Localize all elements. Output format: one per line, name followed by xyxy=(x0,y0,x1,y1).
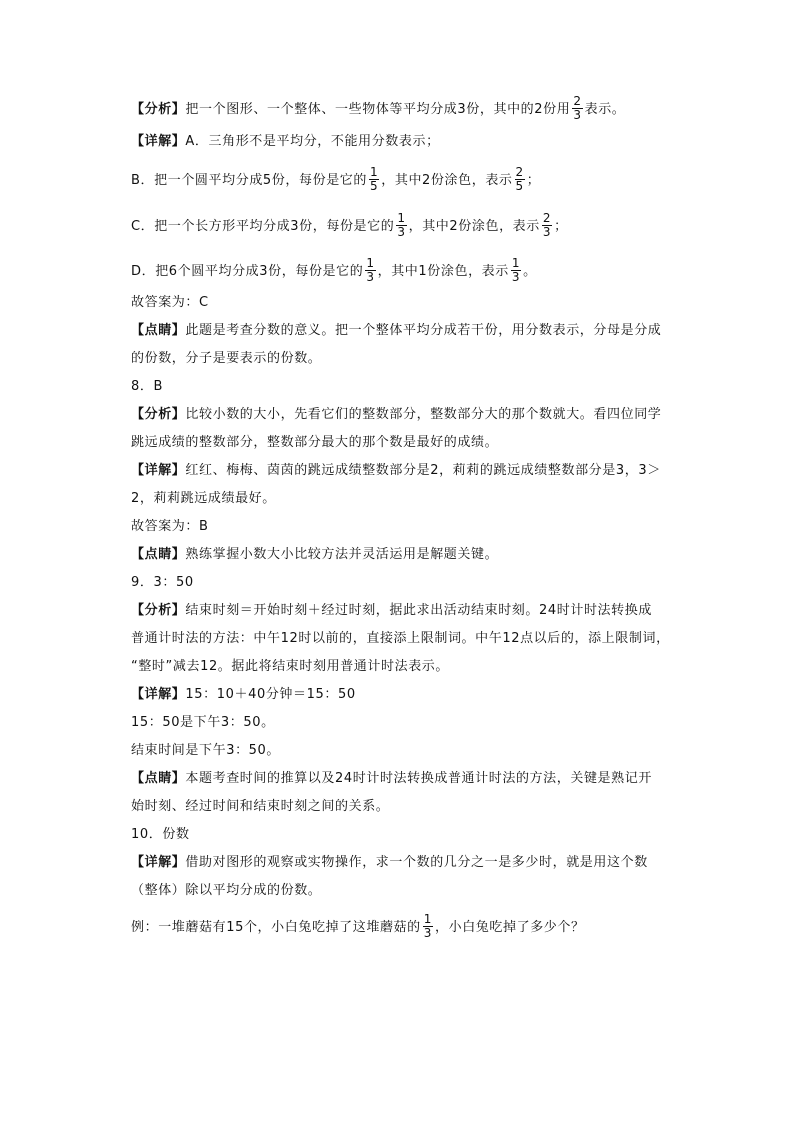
section-tag: 【点睛】 xyxy=(131,771,186,786)
line-text: 本题考查时间的推算以及24时计时法转换成普通计时法的方法，关键是熟记开 xyxy=(185,771,652,786)
text-line xyxy=(131,96,684,123)
fraction xyxy=(396,212,406,239)
line-text: 把一个图形、一个整体、一些物体等平均分成3份，其中的2份用 xyxy=(185,102,571,117)
text-line xyxy=(131,914,684,941)
text-line xyxy=(131,490,684,508)
line-text: 红红、梅梅、茵茵的跳远成绩整数部分是2，莉莉的跳远成绩整数部分是3，3＞ xyxy=(185,463,661,478)
text-line xyxy=(131,406,684,424)
line-text-after: 。 xyxy=(523,264,537,279)
line-text: C．把一个长方形平均分成3份，每份是它的 xyxy=(131,219,395,234)
fraction xyxy=(515,166,525,193)
line-text: 15：50是下午3：50。 xyxy=(131,715,275,730)
fraction xyxy=(572,95,582,122)
fraction-numerator: 1 xyxy=(366,256,375,270)
question-number: 8．B xyxy=(131,379,163,394)
line-text: D．把6个圆平均分成3份，每份是它的 xyxy=(131,264,364,279)
fraction xyxy=(511,257,521,284)
line-text: 始时刻、经过时间和结束时刻之间的关系。 xyxy=(131,799,390,814)
line-text-mid: ，其中2份涂色，表示 xyxy=(408,219,540,234)
line-text-mid: ，其中2份涂色，表示 xyxy=(381,173,513,188)
fraction-denominator: 3 xyxy=(542,225,552,239)
line-text: （整体）除以平均分成的份数。 xyxy=(131,883,322,898)
line-text: 15：10＋40分钟＝15：50 xyxy=(185,687,356,702)
line-text: 普通计时法的方法：中午12时以前的，直接添上限制词。中午12点以后的，添上限制词， xyxy=(131,631,670,646)
fraction-denominator: 3 xyxy=(397,225,406,239)
section-tag: 【分析】 xyxy=(131,407,186,422)
text-line xyxy=(131,322,684,340)
text-line xyxy=(131,167,684,194)
text-line xyxy=(131,546,684,564)
text-line xyxy=(131,742,684,760)
text-line xyxy=(131,602,684,620)
line-text: 此题是考查分数的意义。把一个整体平均分成若干份，用分数表示，分母是分成 xyxy=(185,323,662,338)
fraction-numerator: 2 xyxy=(542,211,552,225)
line-text-after: ； xyxy=(554,219,568,234)
fraction xyxy=(423,913,433,940)
line-text-mid: ，其中1份涂色，表示 xyxy=(377,264,509,279)
text-line xyxy=(131,133,684,151)
section-tag: 【详解】 xyxy=(131,134,186,149)
section-tag: 【分析】 xyxy=(131,102,186,117)
section-tag: 【分析】 xyxy=(131,603,186,618)
line-text: 的份数，分子是要表示的份数。 xyxy=(131,351,322,366)
question-number: 10．份数 xyxy=(131,827,190,842)
text-line xyxy=(131,770,684,788)
answer-line: 故答案为：C xyxy=(131,295,209,310)
line-text: 借助对图形的观察或实物操作，求一个数的几分之一是多少时，就是用这个数 xyxy=(185,855,648,870)
text-line xyxy=(131,714,684,732)
line-text-after: ，小白兔吃掉了多少个？ xyxy=(435,920,585,935)
line-text: 例：一堆蘑菇有15个，小白兔吃掉了这堆蘑菇的 xyxy=(131,920,421,935)
line-text: “整时”减去12。据此将结束时刻用普通计时法表示。 xyxy=(131,659,450,674)
fraction xyxy=(365,257,375,284)
text-line xyxy=(131,258,684,285)
line-text: 跳远成绩的整数部分，整数部分最大的那个数是最好的成绩。 xyxy=(131,435,499,450)
fraction-denominator: 5 xyxy=(515,179,524,193)
fraction-denominator: 3 xyxy=(573,108,582,122)
line-text: 熟练掌握小数大小比较方法并灵活运用是解题关键。 xyxy=(185,547,499,562)
text-line xyxy=(131,294,684,312)
fraction-numerator: 1 xyxy=(370,165,379,179)
text-line xyxy=(131,434,684,452)
text-line xyxy=(131,686,684,704)
fraction xyxy=(542,212,552,239)
section-tag: 【详解】 xyxy=(131,463,186,478)
fraction-denominator: 3 xyxy=(366,270,375,284)
fraction-denominator: 3 xyxy=(511,270,521,284)
answer-line: 故答案为：B xyxy=(131,519,209,534)
fraction-numerator: 1 xyxy=(511,256,521,270)
fraction-numerator: 1 xyxy=(423,912,432,926)
text-line xyxy=(131,350,684,368)
section-tag: 【详解】 xyxy=(131,855,186,870)
question-number: 9．3：50 xyxy=(131,575,194,590)
section-tag: 【点睛】 xyxy=(131,323,186,338)
fraction-denominator: 5 xyxy=(370,179,379,193)
line-text: 2，莉莉跳远成绩最好。 xyxy=(131,491,276,506)
line-text: B．把一个圆平均分成5份，每份是它的 xyxy=(131,173,367,188)
line-text-after: ； xyxy=(526,173,541,188)
text-line xyxy=(131,213,684,240)
text-line xyxy=(131,658,684,676)
fraction-numerator: 2 xyxy=(573,94,582,108)
section-tag: 【点睛】 xyxy=(131,547,186,562)
section-tag: 【详解】 xyxy=(131,687,186,702)
line-text: 结束时刻＝开始时刻＋经过时刻，据此求出活动结束时刻。24时计时法转换成 xyxy=(185,603,652,618)
line-text: 结束时间是下午3：50。 xyxy=(131,743,281,758)
fraction xyxy=(369,166,379,193)
line-text: 比较小数的大小，先看它们的整数部分，整数部分大的那个数就大。看四位同学 xyxy=(185,407,662,422)
text-line xyxy=(131,798,684,816)
fraction-numerator: 2 xyxy=(515,165,524,179)
text-line xyxy=(131,574,684,592)
text-line xyxy=(131,630,684,648)
line-text-after: 表示。 xyxy=(584,102,626,117)
line-text: A．三角形不是平均分，不能用分数表示； xyxy=(185,134,440,149)
text-line xyxy=(131,882,684,900)
text-line xyxy=(131,518,684,536)
fraction-numerator: 1 xyxy=(397,211,406,225)
text-line xyxy=(131,854,684,872)
fraction-denominator: 3 xyxy=(423,926,432,940)
text-line xyxy=(131,462,684,480)
text-line xyxy=(131,378,684,396)
text-line xyxy=(131,826,684,844)
